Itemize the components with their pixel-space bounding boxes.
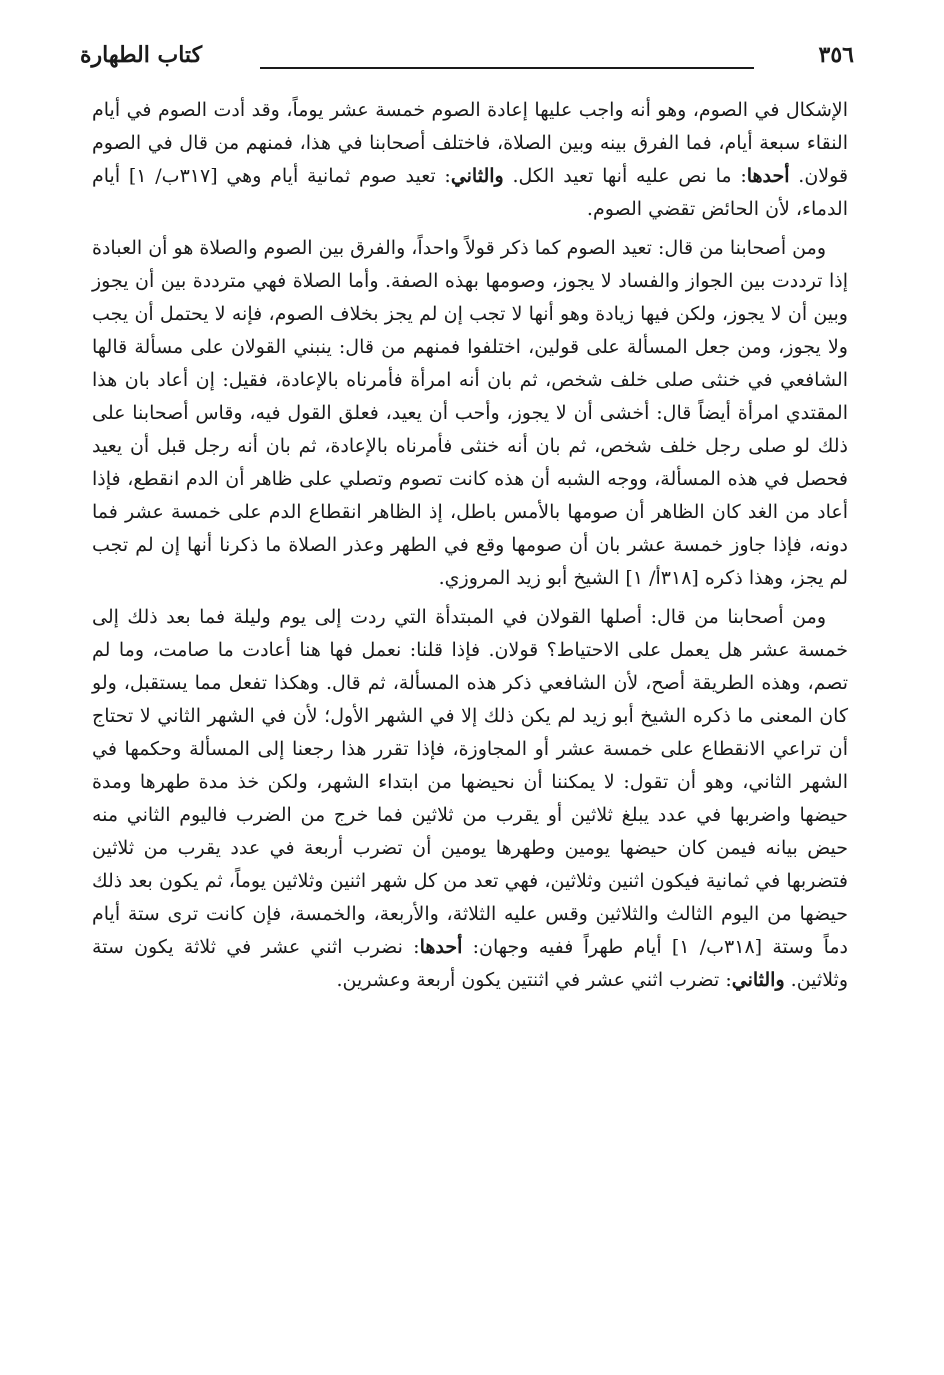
page-body — [92, 94, 848, 1003]
term-second: والثاني — [731, 969, 785, 991]
paragraph-3-text-c: : تضرب اثني عشر في اثنتين يكون أربعة وعشرين. — [336, 969, 732, 991]
paragraph-2-text: ومن أصحابنا من قال: تعيد الصوم كما ذكر قولاً واحداً، والفرق بين الصوم والصلاة هو أن العبادة إذا ترددت بين الجواز والفساد لا يجوز، وصومها بهذه الصفة. وأما الصلاة فهي مترددة بين أن يجوز وبين أن لا يجوز، ولكن فيها زيادة وهو أنها لا تجب إن لم يجز بخلاف الصوم، فإنه لا يحتمل أن يجب ولا يجوز، ومن جعل المسألة على قولين، اختلفوا فمنهم من قال: ينبني القولان على مسألة قالها الشافعي في خنثى صلى خلف شخص، ثم بان أنه امرأة فأمرناه بالإعادة، فقيل: إن أعاد بان هذا المقتدي امرأة أيضاً قال: أخشى أن لا يجوز، وأحب أن يعيد، فعلق القول فيه، وقاس أصحابنا على ذلك لو صلى رجل خلف شخص، ثم بان أنه خنثى فأمرناه بالإعادة، ثم بان أنه رجل قبل أن يعيد فحصل في هذه المسألة، ووجه الشبه أن هذه كانت تصوم وتصلي على ظاهر أن الدم انقطع، فإذا أعاد من الغد كان الظاهر أن صومها بالأمس باطل، إذ الظاهر انقطاع الدم على خمسة عشر فما دونه، فإذا جاوز خمسة عشر بان أن صومها وقع في الطهر وعذر الصلاة ما ذكرنا أنها إن لم تجب لم يجز، وهذا ذكره [٣١٨أ/ ١] الشيخ أبو زيد المروزي. — [92, 237, 848, 589]
paragraph-3 — [92, 601, 848, 997]
paragraph-2 — [92, 232, 848, 595]
header-rule — [260, 67, 754, 69]
paragraph-1-text-a: الإشكال في الصوم، وهو أنه واجب عليها إعادة الصوم خمسة عشر يوماً، وقد أدت الصوم في أيام النقاء سبعة أيام، فما الفرق بينه وبين الصلاة، فاختلف أصحابنا في هذا، فمنهم من قال في الصوم قولان. — [92, 99, 849, 187]
paragraph-3-text-b: : نضرب اثني عشر في ثلاثة يكون ستة وثلاثين. — [92, 936, 848, 991]
term-first: أحدها — [419, 936, 463, 958]
term-second: والثاني — [450, 165, 504, 187]
paragraph-1-text-c: : تعيد صوم ثمانية أيام وهي [٣١٧ب/ ١] أيام الدماء، لأن الحائض تقضي الصوم. — [92, 165, 848, 220]
page-header — [80, 40, 854, 80]
page-number: ٣٥٦ — [818, 42, 854, 68]
paragraph-1 — [92, 94, 848, 226]
book-title: كتاب الطهارة — [80, 42, 203, 68]
paragraph-1-text-b: : ما نص عليه أنها تعيد الكل. — [512, 165, 747, 187]
term-first: أحدها — [746, 165, 790, 187]
paragraph-3-text-a: ومن أصحابنا من قال: أصلها القولان في المبتدأة التي ردت إلى يوم وليلة فما بعد ذلك إلى خمسة عشر هل يعمل على الاحتياط؟ قولان. فإذا قلنا: نعمل فها هنا أعادت ما صامت، وما لم تصم، وهذه الطريقة أصح، لأن الشافعي ذكر هذه المسألة، ثم قال. وهكذا تفعل مما يستقبل، ولو كان المعنى ما ذكره الشيخ أبو زيد لم يكن ذلك إلا في الشهر الأول؛ لأن في الشهر الثاني لا تحتاج أن تراعي الانقطاع على خمسة عشر أو المجاوزة، فإذا تقرر هذا رجعنا إلى المسألة وحكمها في الشهر الثاني، وهو أن تقول: لا يمكننا أن نحيضها من ابتداء الشهر، ولكن خذ مدة طهرها ومدة حيضها واضربها في عدد يبلغ ثلاثين أو يقرب من ثلاثين فما خرج من الضرب فاليوم الثاني منه حيض بيانه فيمن كان حيضها يومين وطهرها يومين أن تضرب أربعة في عدد يقرب من ثلاثين فتضربها في ثمانية فيكون اثنين وثلاثين، فهي تعد من كل شهر اثنين وثلاثين يوماً، ثم يكون بعد ذلك حيضها من اليوم الثالث والثلاثين وقس عليه الثلاثة، والأربعة، والخمسة، فإن كانت ترى ستة أيام دماً وستة [٣١٨ب/ ١] أيام طهراً ففيه وجهان: — [92, 606, 849, 958]
